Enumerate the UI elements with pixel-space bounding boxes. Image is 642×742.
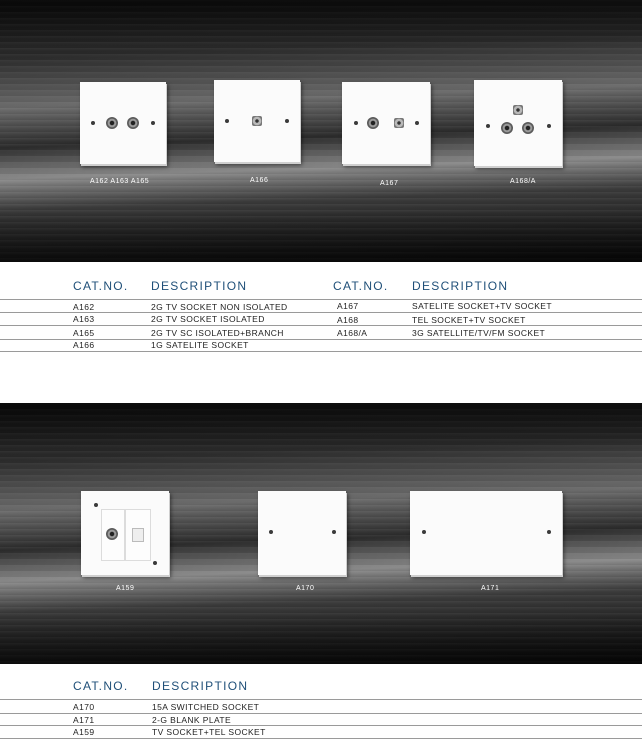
coax-connector	[106, 528, 118, 540]
tv-module	[101, 509, 125, 561]
table-cell-cat: A168	[337, 315, 359, 325]
table-rule	[0, 713, 642, 714]
caption-a171: A171	[481, 585, 500, 592]
tel-module	[125, 509, 151, 561]
header-cat-no: CAT.NO.	[73, 679, 129, 693]
f-connector	[394, 118, 404, 128]
screw-right	[285, 119, 289, 123]
screw-left	[91, 121, 95, 125]
coax-connector-right	[522, 122, 534, 134]
screw-left	[354, 121, 358, 125]
plate-satellite-tv-socket	[342, 82, 430, 164]
header-cat-no: CAT.NO.	[73, 279, 129, 293]
table-rule	[0, 312, 642, 313]
table-cell-desc: 2G TV SC ISOLATED+BRANCH	[151, 328, 284, 338]
coax-connector-left	[501, 122, 513, 134]
caption-a162-a163-a165: A162 A163 A165	[90, 178, 150, 185]
table-cell-cat: A159	[73, 727, 95, 737]
table-cell-cat: A171	[73, 715, 95, 725]
table-cell-desc: SATELITE SOCKET+TV SOCKET	[412, 301, 552, 311]
screw-right	[151, 121, 155, 125]
table-cell-desc: 2G TV SOCKET NON ISOLATED	[151, 302, 288, 312]
plate-tv-tel-socket	[81, 491, 169, 575]
table-cell-desc: 3G SATELLITE/TV/FM SOCKET	[412, 328, 546, 338]
screw-right	[332, 530, 336, 534]
table-cell-cat: A167	[337, 301, 359, 311]
table-rule	[0, 699, 642, 700]
screw-left	[486, 124, 490, 128]
table-cell-desc: 2-G BLANK PLATE	[152, 715, 232, 725]
table-cell-desc: TV SOCKET+TEL SOCKET	[152, 727, 266, 737]
table-cell-cat: A162	[73, 302, 95, 312]
plate-2g-blank	[410, 491, 562, 575]
screw-bottom-right	[153, 561, 157, 565]
table-cell-cat: A168/A	[337, 328, 368, 338]
screw-right	[547, 124, 551, 128]
bottom-product-banner	[0, 403, 642, 664]
table-rule	[0, 725, 642, 726]
plate-3g-satellite-tv-fm-socket	[474, 80, 562, 166]
screw-top-left	[94, 503, 98, 507]
table-cell-cat: A166	[73, 340, 95, 350]
caption-a168a: A168/A	[510, 178, 536, 185]
table-cell-desc: 2G TV SOCKET ISOLATED	[151, 314, 265, 324]
header-description-2: DESCRIPTION	[412, 279, 509, 293]
caption-a159: A159	[116, 585, 135, 592]
coax-connector-left	[106, 117, 118, 129]
header-cat-no-2: CAT.NO.	[333, 279, 389, 293]
table-rule	[0, 738, 642, 739]
table-cell-desc: 15A SWITCHED SOCKET	[152, 702, 260, 712]
screw-right	[547, 530, 551, 534]
tel-jack-icon	[132, 528, 144, 542]
table-cell-cat: A170	[73, 702, 95, 712]
coax-connector	[367, 117, 379, 129]
screw-right	[415, 121, 419, 125]
top-product-banner	[0, 0, 642, 262]
plate-switched-socket	[258, 491, 346, 575]
caption-a166: A166	[250, 177, 269, 184]
table-cell-desc: TEL SOCKET+TV SOCKET	[412, 315, 526, 325]
header-description: DESCRIPTION	[151, 279, 248, 293]
table-rule	[0, 339, 642, 340]
screw-left	[422, 530, 426, 534]
coax-connector-right	[127, 117, 139, 129]
table-cell-cat: A163	[73, 314, 95, 324]
table-cell-desc: 1G SATELITE SOCKET	[151, 340, 249, 350]
header-description: DESCRIPTION	[152, 679, 249, 693]
screw-left	[225, 119, 229, 123]
f-connector	[252, 116, 262, 126]
screw-left	[269, 530, 273, 534]
table-rule	[0, 351, 642, 352]
table-cell-cat: A165	[73, 328, 95, 338]
plate-satellite-socket	[214, 80, 300, 162]
f-connector-top	[513, 105, 523, 115]
caption-a170: A170	[296, 585, 315, 592]
caption-a167: A167	[380, 180, 399, 187]
table-rule	[0, 325, 642, 326]
plate-2g-tv-socket	[80, 82, 166, 164]
